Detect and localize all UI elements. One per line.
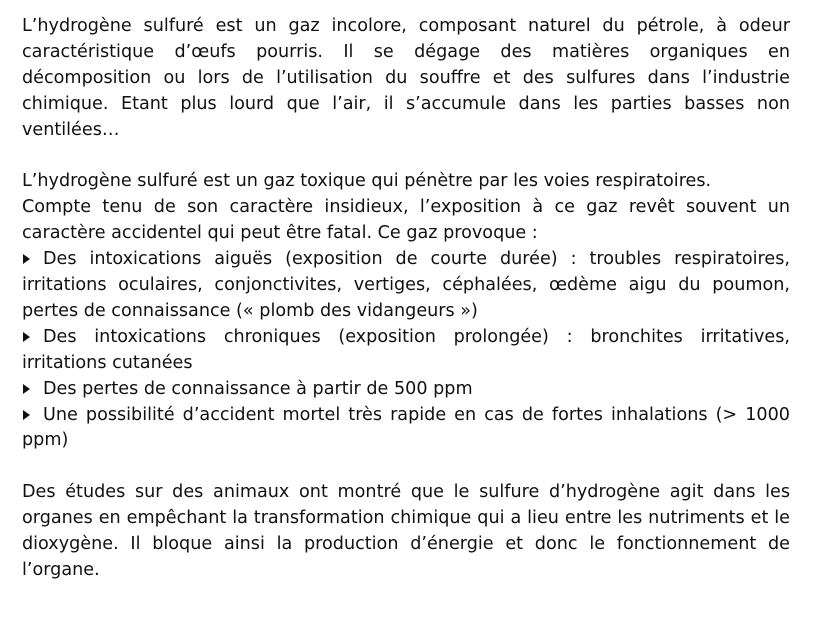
paragraph-intro: L’hydrogène sulfuré est un gaz incolore, composant naturel du pétrole, à odeur caractéristique d’œufs pourris. Il se dégage des matières organiques en décomposition ou lors de l’utilisation du souffre et des sulfures dans l’industrie chimique. Etant plus lourd que l’air, il s’accumule dans les parties basses non ventilées… — [22, 16, 790, 140]
triangle-right-icon — [23, 384, 30, 394]
bullet-item-unconsciousness — [22, 377, 790, 403]
triangle-right-icon — [23, 332, 30, 342]
triangle-right-icon — [23, 254, 30, 264]
bullet-item-fatal — [22, 403, 790, 455]
paragraph-spacer — [22, 454, 790, 480]
bullet-item-chronic — [22, 325, 790, 377]
paragraph-toxicity: L’hydrogène sulfuré est un gaz toxique qui pénètre par les voies respiratoires. — [22, 171, 712, 192]
paragraph-animal-studies: Des études sur des animaux ont montré que le sulfure d’hydrogène agit dans les organes en empêchant la transformation chimique qui a lieu entre les nutriments et le dioxygène. Il bloque ainsi la production d’énergie et donc le fonctionnement de l’organe. — [22, 482, 790, 580]
bullet-text: Des pertes de connaissance à partir de 500 ppm — [43, 378, 473, 399]
bullet-text: Une possibilité d’accident mortel très rapide en cas de fortes inhalations (> 1000 ppm) — [22, 404, 790, 451]
bullet-item-acute — [22, 247, 790, 325]
paragraph-spacer — [22, 144, 790, 170]
document-body — [22, 14, 790, 584]
bullet-text: Des intoxications aiguës (exposition de courte durée) : troubles respiratoires, irritations oculaires, conjonctivites, vertiges, céphalées, œdème aigu du poumon, pertes de connaissance (« plomb des vidangeurs ») — [22, 249, 790, 321]
triangle-right-icon — [23, 410, 30, 420]
paragraph-exposure: Compte tenu de son caractère insidieux, l’exposition à ce gaz revêt souvent un caractère accidentel qui peut être fatal. Ce gaz provoque : — [22, 197, 790, 244]
bullet-text: Des intoxications chroniques (exposition prolongée) : bronchites irritatives, irritations cutanées — [22, 326, 790, 373]
